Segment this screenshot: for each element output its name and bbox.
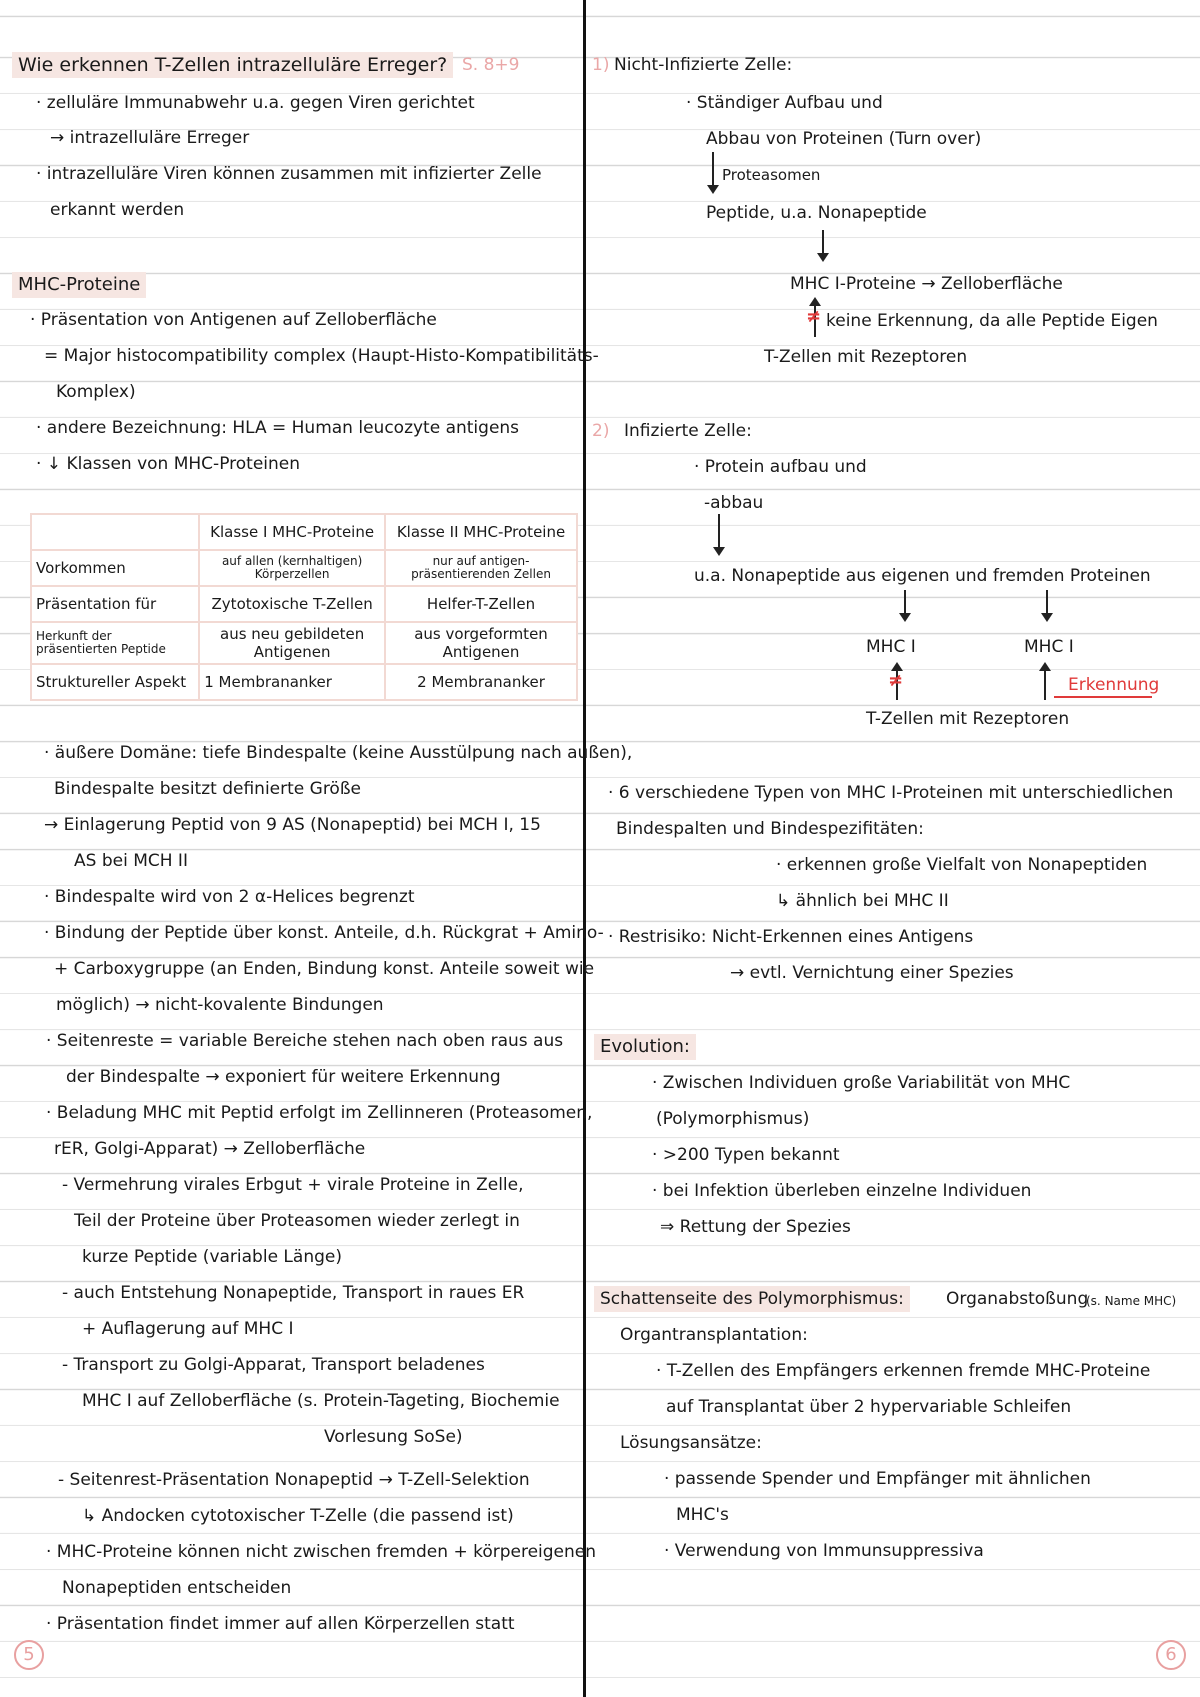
note-line: · äußere Domäne: tiefe Bindespalte (keine Ausstülpung nach außen), <box>44 743 633 763</box>
note-line: MHC I auf Zelloberfläche (s. Protein-Tageting, Biochemie <box>82 1391 560 1411</box>
note-line: - Transport zu Golgi-Apparat, Transport beladenes <box>62 1355 485 1375</box>
types-line: → evtl. Vernichtung einer Spezies <box>730 963 1014 983</box>
note-line: + Auflagerung auf MHC I <box>82 1319 294 1339</box>
mhc-point: Komplex) <box>56 382 136 402</box>
note-line: - auch Entstehung Nonapeptide, Transport in raues ER <box>62 1283 525 1303</box>
intro-line: · zelluläre Immunabwehr u.a. gegen Viren gerichtet <box>36 93 475 113</box>
shadow-note: (s. Name MHC) <box>1086 1294 1177 1308</box>
note-line: → Einlagerung Peptid von 9 AS (Nonapeptid) bei MCH I, 15 <box>44 815 541 835</box>
note-line: · Beladung MHC mit Peptid erfolgt im Zellinneren (Proteasomen, <box>46 1103 593 1123</box>
transplant-line: · T-Zellen des Empfängers erkennen fremde MHC-Proteine <box>656 1361 1151 1381</box>
evolution-line: · Zwischen Individuen große Variabilität von MHC <box>652 1073 1071 1093</box>
s1-proteasomen: Proteasomen <box>722 166 821 184</box>
table-cell: 2 Membrananker <box>385 664 577 700</box>
table-row <box>31 622 577 664</box>
types-line: Bindespalten und Bindespezifitäten: <box>616 819 924 839</box>
page-number-right: 6 <box>1156 1640 1186 1670</box>
s2-line: -abbau <box>704 493 764 513</box>
table-cell: aus neu gebildeten Antigenen <box>199 622 385 664</box>
table-cell: Helfer-T-Zellen <box>385 586 577 622</box>
page-divider <box>583 0 586 1697</box>
transplant-title: Organtransplantation: <box>620 1325 808 1345</box>
note-line: Teil der Proteine über Proteasomen wieder zerlegt in <box>74 1211 520 1231</box>
s2-mhc-right: MHC I <box>1024 637 1074 657</box>
mhc-class-table <box>30 513 578 701</box>
evolution-line: · >200 Typen bekannt <box>652 1145 840 1165</box>
table-header-row <box>31 514 577 550</box>
note-line: ↳ Andocken cytotoxischer T-Zelle (die passend ist) <box>82 1506 514 1526</box>
evolution-heading: Evolution: <box>594 1034 696 1060</box>
evolution-line: · bei Infektion überleben einzelne Individuen <box>652 1181 1032 1201</box>
s1-line: Abbau von Proteinen (Turn over) <box>706 129 982 149</box>
types-line: · erkennen große Vielfalt von Nonapeptiden <box>776 855 1148 875</box>
s1-no-recognition: keine Erkennung, da alle Peptide Eigen <box>826 311 1158 331</box>
note-line: · Seitenreste = variable Bereiche stehen nach oben raus aus <box>46 1031 564 1051</box>
types-line: ↳ ähnlich bei MHC II <box>776 891 949 911</box>
table-row <box>31 586 577 622</box>
types-line: · 6 verschiedene Typen von MHC I-Proteinen mit unterschiedlichen <box>608 783 1174 803</box>
note-line: Vorlesung SoSe) <box>324 1427 463 1447</box>
note-line: - Seitenrest-Präsentation Nonapeptid → T-Zell-Selektion <box>58 1470 530 1490</box>
note-line: kurze Peptide (variable Länge) <box>82 1247 342 1267</box>
s1-tcells: T-Zellen mit Rezeptoren <box>764 347 968 367</box>
table-cell: Zytotoxische T-Zellen <box>199 586 385 622</box>
section1-number: 1) <box>592 55 610 75</box>
evolution-line: (Polymorphismus) <box>656 1109 810 1129</box>
s2-recognition: Erkennung <box>1068 675 1160 695</box>
note-line: + Carboxygruppe (an Enden, Bindung konst. Anteile soweit wie <box>54 959 595 979</box>
arrow-down <box>712 152 714 192</box>
section2-title: Infizierte Zelle: <box>624 421 752 441</box>
recognition-underline <box>1054 696 1152 698</box>
arrow-down <box>822 230 824 260</box>
intro-line: erkannt werden <box>50 200 185 220</box>
table-row <box>31 664 577 700</box>
note-line: · Bindung der Peptide über konst. Anteile, d.h. Rückgrat + Amino- <box>44 923 604 943</box>
solutions-line: · passende Spender und Empfänger mit ähnlichen <box>664 1469 1091 1489</box>
mhc-point: · ↓ Klassen von MHC-Proteinen <box>36 454 301 474</box>
note-line: der Bindespalte → exponiert für weitere Erkennung <box>66 1067 501 1087</box>
shadow-rest: Organabstoßung <box>946 1289 1089 1309</box>
note-line: rER, Golgi-Apparat) → Zelloberfläche <box>54 1139 366 1159</box>
table-cell: Struktureller Aspekt <box>31 664 199 700</box>
arrow-up <box>1044 668 1046 700</box>
table-cell: Herkunft der präsentierten Peptide <box>31 622 199 664</box>
solutions-line: · Verwendung von Immunsuppressiva <box>664 1541 984 1561</box>
s1-line: · Ständiger Aufbau und <box>686 93 883 113</box>
solutions-title: Lösungsansätze: <box>620 1433 762 1453</box>
section2-number: 2) <box>592 421 610 441</box>
table-cell: Vorkommen <box>31 550 199 586</box>
arrow-down <box>1046 590 1048 620</box>
s1-peptide: Peptide, u.a. Nonapeptide <box>706 203 927 223</box>
intro-line: · intrazelluläre Viren können zusammen mit infizierter Zelle <box>36 164 542 184</box>
table-cell: 1 Membrananker <box>199 664 385 700</box>
shadow-heading: Schattenseite des Polymorphismus: <box>594 1286 910 1312</box>
table-header-cell: Klasse I MHC-Proteine <box>199 514 385 550</box>
note-line: Bindespalte besitzt definierte Größe <box>54 779 362 799</box>
mhc-point: · andere Bezeichnung: HLA = Human leucozyte antigens <box>36 418 520 438</box>
table-row <box>31 550 577 586</box>
s2-line: · Protein aufbau und <box>694 457 867 477</box>
table-cell: Präsentation für <box>31 586 199 622</box>
blocked-mark: ≠ <box>888 670 904 691</box>
s2-peptides: u.a. Nonapeptide aus eigenen und fremden Proteinen <box>694 566 1151 586</box>
note-line: möglich) → nicht-kovalente Bindungen <box>56 995 384 1015</box>
mhc-point: · Präsentation von Antigenen auf Zelloberfläche <box>30 310 437 330</box>
table-cell: nur auf antigen-präsentierenden Zellen <box>385 550 577 586</box>
blocked-mark: ≠ <box>806 306 822 327</box>
table-cell: auf allen (kernhaltigen) Körperzellen <box>199 550 385 586</box>
table-header-cell: Klasse II MHC-Proteine <box>385 514 577 550</box>
note-line: - Vermehrung virales Erbgut + virale Proteine in Zelle, <box>62 1175 524 1195</box>
note-line: Nonapeptiden entscheiden <box>62 1578 292 1598</box>
note-line: · Bindespalte wird von 2 α-Helices begrenzt <box>44 887 415 907</box>
table-cell: aus vorgeformten Antigenen <box>385 622 577 664</box>
note-line: · Präsentation findet immer auf allen Körperzellen statt <box>46 1614 515 1634</box>
mhc-point: = Major histocompatibility complex (Haupt-Histo-Kompatibilitäts- <box>44 346 599 366</box>
mhc-heading: MHC-Proteine <box>12 272 146 298</box>
evolution-line: ⇒ Rettung der Spezies <box>660 1217 851 1237</box>
page-number-left: 5 <box>14 1640 44 1670</box>
note-line: AS bei MCH II <box>74 851 188 871</box>
s2-mhc-left: MHC I <box>866 637 916 657</box>
title-page-ref: S. 8+9 <box>462 55 520 75</box>
intro-line: → intrazelluläre Erreger <box>50 128 250 148</box>
table-header-cell <box>31 514 199 550</box>
page-title: Wie erkennen T-Zellen intrazelluläre Erreger? <box>12 52 453 78</box>
arrow-down <box>904 590 906 620</box>
solutions-line: MHC's <box>676 1505 729 1525</box>
note-line: · MHC-Proteine können nicht zwischen fremden + körpereigenen <box>46 1542 597 1562</box>
transplant-line: auf Transplantat über 2 hypervariable Schleifen <box>666 1397 1072 1417</box>
arrow-down <box>718 514 720 554</box>
section1-title: Nicht-Infizierte Zelle: <box>614 55 793 75</box>
s2-tcells: T-Zellen mit Rezeptoren <box>866 709 1070 729</box>
s1-mhc: MHC I-Proteine → Zelloberfläche <box>790 274 1063 294</box>
types-line: · Restrisiko: Nicht-Erkennen eines Antigens <box>608 927 974 947</box>
